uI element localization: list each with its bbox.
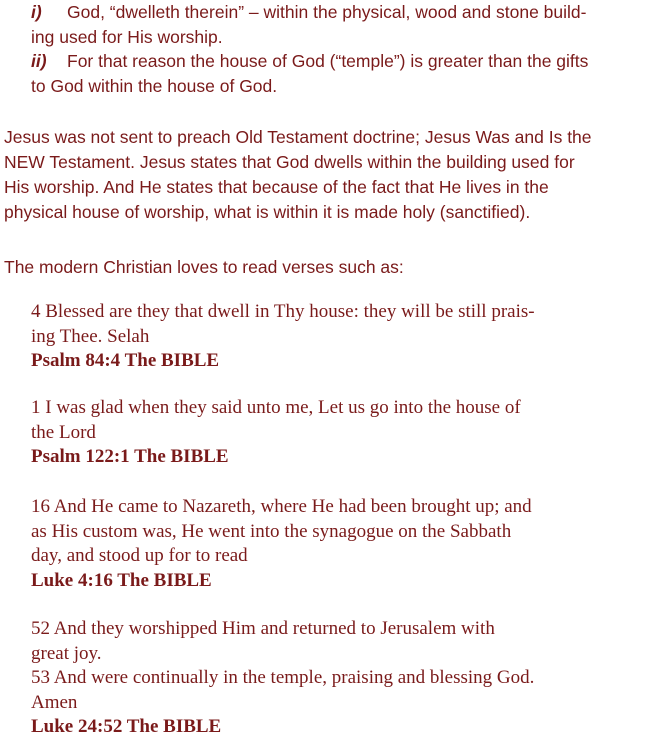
verse-reference: Psalm 122:1 The BIBLE <box>31 446 229 467</box>
verse-line: ing Thee. Selah <box>31 325 150 347</box>
paragraph-line: physical house of worship, what is within it is made holy (sanctified). <box>4 202 531 222</box>
list-marker: ii) <box>31 51 47 71</box>
verse-reference: Psalm 84:4 The BIBLE <box>31 350 220 371</box>
list-item-text: For that reason the house of God (“temple”) is greater than the gifts <box>67 51 589 71</box>
verse-block <box>31 396 631 470</box>
verse-reference: Luke 24:52 The BIBLE <box>31 716 222 737</box>
verse-line: 1 I was glad when they said unto me, Let us go into the house of <box>31 397 521 418</box>
verse-line: 4 Blessed are they that dwell in Thy house: they will be still prais- <box>31 301 535 322</box>
paragraph-line: His worship. And He states that because of the fact that He lives in the <box>4 177 549 197</box>
verse-line: 52 And they worshipped Him and returned to Jerusalem with <box>31 618 495 639</box>
list-item-ii <box>31 49 653 99</box>
verse-block <box>31 300 631 374</box>
paragraph-line: Jesus was not sent to preach Old Testament doctrine; Jesus Was and Is the <box>4 127 592 147</box>
body-paragraph <box>4 125 654 225</box>
verse-reference: Luke 4:16 The BIBLE <box>31 569 212 591</box>
verse-line: day, and stood up for to read <box>31 545 248 566</box>
list-marker: i) <box>31 2 42 22</box>
paragraph-line: NEW Testament. Jesus states that God dwells within the building used for <box>4 152 575 172</box>
verse-line: 53 And were continually in the temple, praising and blessing God. <box>31 667 535 688</box>
list-item-i <box>31 0 653 50</box>
verse-line: great joy. <box>31 642 102 664</box>
list-item-text: ing used for His worship. <box>31 27 223 47</box>
verse-line: the Lord <box>31 421 96 443</box>
verse-block <box>31 495 631 593</box>
verse-block <box>31 617 631 740</box>
verse-line: 16 And He came to Nazareth, where He had been brought up; and <box>31 496 532 517</box>
list-item-text: God, “dwelleth therein” – within the physical, wood and stone build- <box>67 2 587 22</box>
list-item-text: to God within the house of God. <box>31 76 278 96</box>
verse-line: as His custom was, He went into the synagogue on the Sabbath <box>31 520 512 542</box>
verse-line: Amen <box>31 691 78 713</box>
paragraph-line: The modern Christian loves to read verses such as: <box>4 257 404 277</box>
intro-paragraph <box>4 255 654 280</box>
